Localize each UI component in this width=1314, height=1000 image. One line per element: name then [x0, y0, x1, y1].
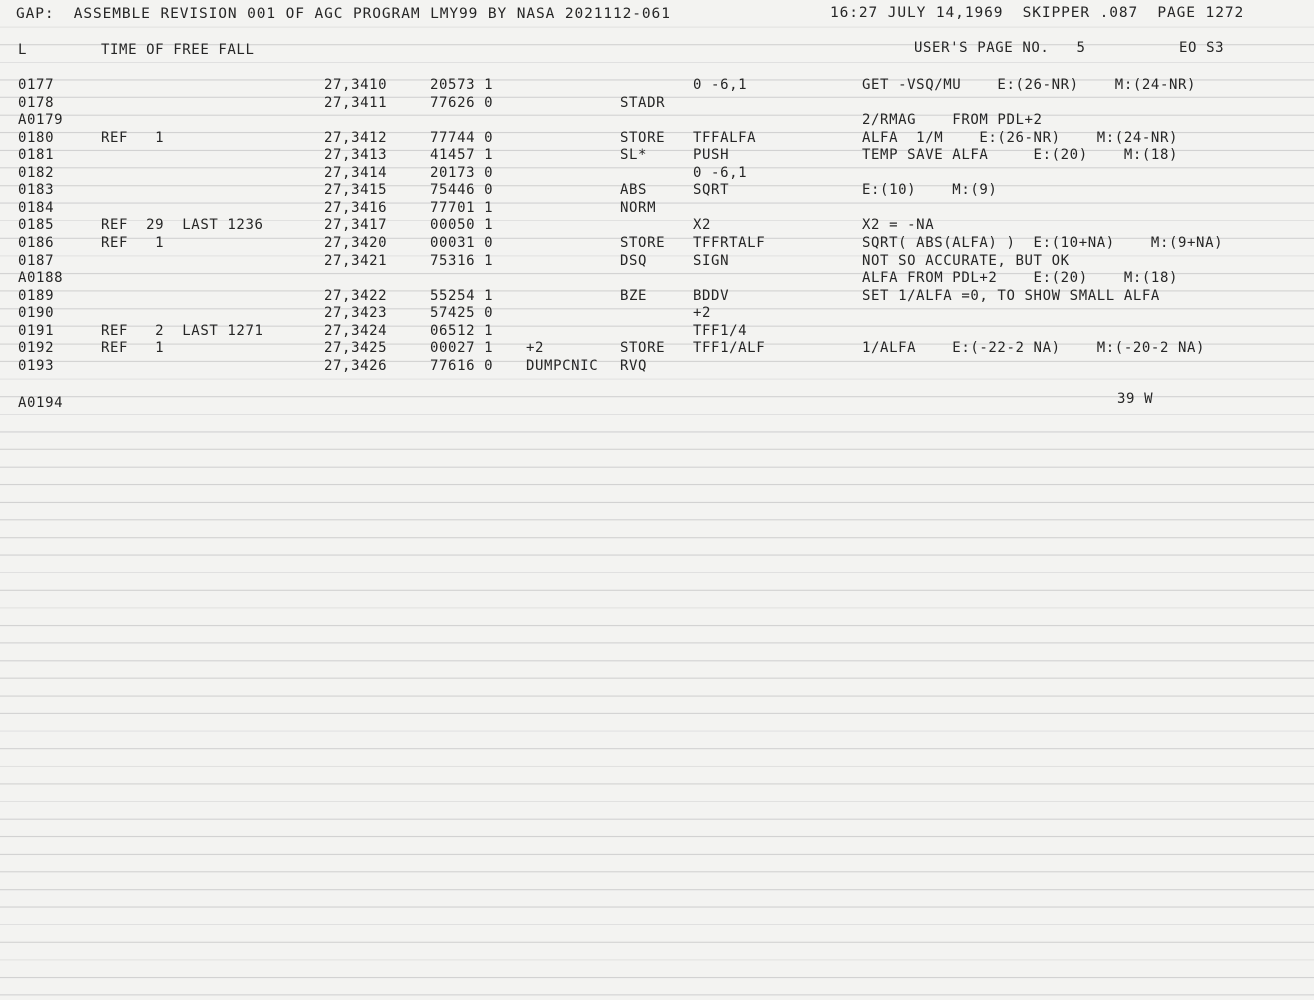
opcode: SL* — [620, 147, 648, 164]
sequence-number: 0183 — [18, 182, 55, 199]
comment: ALFA 1/M E:(26-NR) M:(24-NR) — [862, 129, 1179, 146]
sequence-number: 0180 — [18, 129, 55, 146]
sequence-number: 0187 — [18, 252, 55, 269]
section-code: EO S3 — [1179, 40, 1225, 56]
octal-word: 00050 1 — [430, 217, 494, 234]
sequence-number: 0181 — [18, 147, 55, 164]
octal-word: 55254 1 — [430, 287, 494, 304]
sequence-number: 0184 — [18, 199, 55, 216]
address: 27,3421 — [324, 252, 388, 269]
comment: 1/ALFA E:(-22-2 NA) M:(-20-2 NA) — [862, 340, 1206, 357]
operand: 0 -6,1 — [693, 164, 748, 181]
address: 27,3413 — [324, 147, 388, 164]
address: 27,3414 — [324, 164, 388, 181]
octal-word: 20573 1 — [430, 77, 494, 93]
octal-word: 06512 1 — [430, 322, 494, 339]
operand: TFF1/ALF — [693, 340, 766, 357]
sequence-number: 0190 — [18, 305, 55, 322]
footer-sequence: A0194 — [18, 395, 64, 411]
sequence-number: A0179 — [18, 112, 64, 129]
address: 27,3424 — [324, 322, 388, 339]
octal-word: 00031 0 — [430, 234, 494, 251]
comment: GET -VSQ/MU E:(26-NR) M:(24-NR) — [862, 77, 1197, 93]
octal-word: 00027 1 — [430, 340, 494, 357]
address: 27,3410 — [324, 77, 388, 93]
comment: X2 = -NA — [862, 217, 935, 234]
address: 27,3416 — [324, 199, 388, 216]
address: 27,3420 — [324, 234, 388, 251]
operand: SQRT — [693, 182, 730, 199]
operand: TFFALFA — [693, 129, 757, 146]
comment: 2/RMAG FROM PDL+2 — [862, 112, 1043, 129]
sequence-number: 0193 — [18, 357, 55, 374]
opcode: RVQ — [620, 357, 648, 374]
comment: TEMP SAVE ALFA E:(20) M:(18) — [862, 147, 1179, 164]
sequence-number: A0188 — [18, 270, 64, 287]
opcode: STORE — [620, 340, 666, 357]
operand: +2 — [693, 305, 712, 322]
operand: X2 — [693, 217, 712, 234]
word-count: 39 W — [1117, 391, 1154, 407]
section-title: TIME OF FREE FALL — [101, 42, 255, 58]
comment: SET 1/ALFA =0, TO SHOW SMALL ALFA — [862, 287, 1160, 304]
comment: E:(10) M:(9) — [862, 182, 998, 199]
sequence-number: 0177 — [18, 77, 55, 93]
listing-header-left: GAP: ASSEMBLE REVISION 001 OF AGC PROGRAM LMY99 BY NASA 2021112-061 — [16, 6, 671, 22]
column-mark: L — [18, 42, 28, 58]
opcode: NORM — [620, 199, 657, 216]
sequence-number: 0192 — [18, 340, 55, 357]
octal-word: 77616 0 — [430, 357, 494, 374]
address: 27,3415 — [324, 182, 388, 199]
sequence-number: 0191 — [18, 322, 55, 339]
octal-word: 75316 1 — [430, 252, 494, 269]
address: 27,3423 — [324, 305, 388, 322]
address: 27,3412 — [324, 129, 388, 146]
operand: 0 -6,1 — [693, 77, 748, 93]
address: 27,3426 — [324, 357, 388, 374]
sequence-number: 0178 — [18, 94, 55, 111]
address: 27,3411 — [324, 94, 388, 111]
reference: REF 2 LAST 1271 — [101, 322, 264, 339]
opcode: ABS — [620, 182, 648, 199]
octal-word: 20173 0 — [430, 164, 494, 181]
sequence-number: 0186 — [18, 234, 55, 251]
opcode: DSQ — [620, 252, 648, 269]
octal-word: 77744 0 — [430, 129, 494, 146]
octal-word: 77626 0 — [430, 94, 494, 111]
octal-word: 57425 0 — [430, 305, 494, 322]
reference: REF 1 — [101, 129, 165, 146]
operand: TFF1/4 — [693, 322, 748, 339]
opcode: STORE — [620, 129, 666, 146]
address: 27,3422 — [324, 287, 388, 304]
operand: BDDV — [693, 287, 730, 304]
comment: ALFA FROM PDL+2 E:(20) M:(18) — [862, 270, 1179, 287]
sequence-number: 0182 — [18, 164, 55, 181]
reference: REF 29 LAST 1236 — [101, 217, 264, 234]
comment: NOT SO ACCURATE, BUT OK — [862, 252, 1070, 269]
octal-word: 77701 1 — [430, 199, 494, 216]
listing-header-right: 16:27 JULY 14,1969 SKIPPER .087 PAGE 1272 — [830, 5, 1245, 21]
address: 27,3417 — [324, 217, 388, 234]
comment: SQRT( ABS(ALFA) ) E:(10+NA) M:(9+NA) — [862, 234, 1224, 251]
octal-word: 41457 1 — [430, 147, 494, 164]
reference: REF 1 — [101, 340, 165, 357]
opcode: STORE — [620, 234, 666, 251]
sequence-number: 0189 — [18, 287, 55, 304]
prefix: DUMPCNIC — [526, 357, 599, 374]
operand: SIGN — [693, 252, 730, 269]
sequence-number: 0185 — [18, 217, 55, 234]
prefix: +2 — [526, 340, 545, 357]
opcode: BZE — [620, 287, 648, 304]
operand: TFFRTALF — [693, 234, 766, 251]
address: 27,3425 — [324, 340, 388, 357]
users-page-number: USER'S PAGE NO. 5 — [914, 40, 1086, 56]
operand: PUSH — [693, 147, 730, 164]
opcode: STADR — [620, 94, 666, 111]
octal-word: 75446 0 — [430, 182, 494, 199]
reference: REF 1 — [101, 234, 165, 251]
